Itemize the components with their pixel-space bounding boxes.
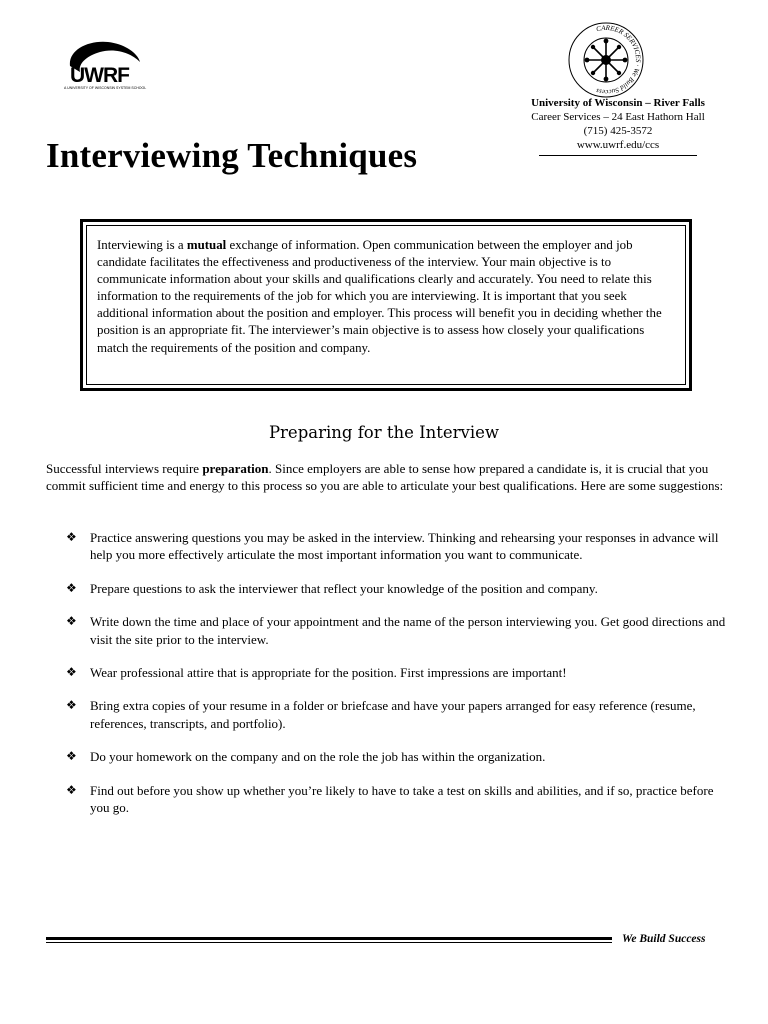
suggestion-list [66, 529, 726, 832]
diamond-bullet-icon: ❖ [66, 580, 77, 595]
intro-text-rest: exchange of information. Open communication between the employer and job candidate facilitates the effectiveness and productiveness of the interview. Your main objective is to communicate information about your skills and qualifications clearly and accurately. You need to relate this information to the requirements of the job for which you are interviewing. It is important that you seek additional information about the position and employer. This process will benefit you in deciding whether the position is an appropriate fit. The interviewer’s main objective is to assess how closely your qualifications match the requirements of the position and company. [97, 238, 662, 355]
contact-block [508, 96, 728, 156]
list-item-text: Bring extra copies of your resume in a folder or briefcase and have your papers arranged for easy reference (resume, references, transcripts, and portfolio). [90, 698, 696, 731]
intro-emphasis: mutual [186, 238, 227, 252]
intro-box [80, 219, 692, 391]
university-name: University of Wisconsin – River Falls [531, 97, 705, 109]
list-item [66, 748, 726, 765]
list-item [66, 697, 726, 732]
section-lead [46, 460, 726, 495]
lead-rest: . Since employers are able to sense how prepared a candidate is, it is crucial that you commit sufficient time and energy to this process so you are able to articulate your best qualifications. Here are some suggestions: [46, 461, 724, 494]
office-address: Career Services – 24 East Hathorn Hall [531, 111, 705, 123]
seal-text: CAREER SERVICES · We Build Success [595, 23, 643, 97]
list-item-text: Wear professional attire that is appropriate for the position. First impressions are important! [90, 665, 567, 681]
footer-tagline: We Build Success [622, 933, 706, 945]
intro-text [86, 225, 686, 385]
list-item-text: Practice answering questions you may be asked in the interview. Thinking and rehearsing your responses in advance will help you more effectively articulate the most important information you want to communicate. [90, 530, 719, 563]
footer-rule [46, 937, 612, 943]
diamond-bullet-icon: ❖ [66, 530, 77, 544]
contact-rule [539, 155, 697, 156]
section-heading: Preparing for the Interview [268, 423, 500, 442]
lead-start: Successful interviews require [46, 461, 203, 476]
intro-text-start: Interviewing is a [97, 238, 187, 252]
diamond-bullet-icon: ❖ [66, 698, 77, 713]
list-item [66, 664, 726, 681]
list-item [66, 580, 726, 597]
diamond-bullet-icon: ❖ [66, 614, 77, 629]
diamond-bullet-icon: ❖ [66, 782, 77, 797]
diamond-bullet-icon: ❖ [66, 665, 77, 680]
list-item [66, 782, 726, 817]
website: www.uwrf.edu/ccs [576, 139, 660, 151]
phone-number: (715) 425-3572 [583, 125, 653, 137]
seal-compass-icon [566, 20, 646, 100]
diamond-bullet-icon: ❖ [66, 749, 77, 764]
logo-wordmark: UWRF [70, 64, 129, 87]
uwrf-logo [60, 38, 156, 92]
list-item-text: Find out before you show up whether you’re likely to have to take a test on skills and abilities, and if so, practice before you go. [90, 782, 714, 816]
list-item [66, 613, 726, 648]
list-item [66, 529, 726, 564]
lead-emphasis: preparation [202, 461, 269, 476]
logo-tagline: A UNIVERSITY OF WISCONSIN SYSTEM SCHOOL [64, 86, 147, 90]
list-item-text: Do your homework on the company and on the role the job has within the organization. [90, 749, 546, 765]
list-item-text: Write down the time and place of your appointment and the name of the person interviewing you. Get good directions and visit the site prior to the interview. [90, 614, 726, 647]
list-item-text: Prepare questions to ask the interviewer that reflect your knowledge of the position and company. [90, 580, 598, 596]
career-services-seal [566, 20, 646, 100]
page-title: Interviewing Techniques [46, 136, 418, 175]
